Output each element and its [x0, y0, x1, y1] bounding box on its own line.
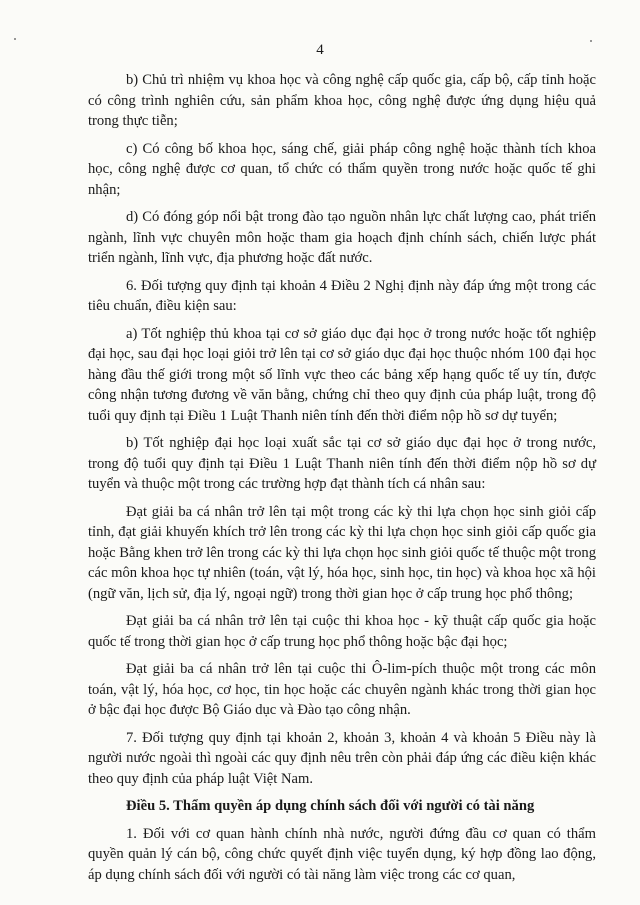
paragraph-article-5-1: 1. Đối với cơ quan hành chính nhà nước, người đứng đầu cơ quan có thẩm quyền quản lý cán bộ, công chức quyết định việc tuyển dụng, ký hợp đồng lao động, áp dụng chính sách đối với người có tài năng làm việc trong các cơ quan, [88, 825, 596, 883]
paragraph-award-1: Đạt giải ba cá nhân trở lên tại một trong các kỳ thi lựa chọn học sinh giỏi cấp tỉnh, đạt giải khuyến khích trở lên trong các kỳ thi lựa chọn học sinh giỏi cấp quốc gia hoặc Bằng khen trở lên trong các kỳ thi lựa chọn học sinh giỏi quốc tế thuộc một trong các môn khoa học tự nhiên (toán, vật lý, hóa học, sinh học, tin học) và khoa học xã hội (ngữ văn, lịch sử, địa lý, ngoại ngữ) trong thời gian học ở cấp trung học phổ thông; [88, 503, 596, 602]
paragraph-b1: b) Chủ trì nhiệm vụ khoa học và công nghệ cấp quốc gia, cấp bộ, cấp tỉnh hoặc có công trình nghiên cứu, sản phẩm khoa học, công nghệ được ứng dụng hiệu quả trong thực tiễn; [88, 72, 596, 129]
paragraph-b2: b) Tốt nghiệp đại học loại xuất sắc tại cơ sở giáo dục đại học ở trong nước, trong độ tuổi quy định tại Điều 1 Luật Thanh niên tính đến thời điểm nộp hồ sơ dự tuyển và thuộc một trong các trường hợp đạt thành tích cá nhân sau: [88, 435, 596, 492]
paragraph-award-3: Đạt giải ba cá nhân trở lên tại cuộc thi Ô-lim-pích thuộc một trong các môn toán, vật lý, hóa học, cơ học, tin học hoặc các chuyên ngành khác trong thời gian học ở bậc đại học được Bộ Giáo dục và Đào tạo công nhận. [88, 661, 596, 718]
scan-speck [14, 38, 16, 40]
paragraph-d: d) Có đóng góp nổi bật trong đào tạo nguồn nhân lực chất lượng cao, phát triển ngành, lĩnh vực chuyên môn hoặc tham gia hoạch định chính sách, chiến lược phát triển ngành, lĩnh vực, địa phương hoặc đất nước. [88, 209, 596, 266]
paragraph-6: 6. Đối tượng quy định tại khoản 4 Điều 2 Nghị định này đáp ứng một trong các tiêu chuẩn, điều kiện sau: [88, 277, 596, 314]
paragraph-award-2: Đạt giải ba cá nhân trở lên tại cuộc thi khoa học - kỹ thuật cấp quốc gia hoặc quốc tế trong thời gian học ở cấp trung học phổ thông hoặc bậc đại học; [88, 613, 596, 650]
paragraph-7: 7. Đối tượng quy định tại khoản 2, khoản 3, khoản 4 và khoản 5 Điều này là người nước ngoài thì ngoài các quy định nêu trên còn phải đáp ứng các điều kiện khác theo quy định của pháp luật Việt Nam. [88, 729, 596, 787]
document-body [88, 70, 596, 892]
paragraph-a: a) Tốt nghiệp thủ khoa tại cơ sở giáo dục đại học ở trong nước hoặc tốt nghiệp đại học, sau đại học loại giỏi trở lên tại cơ sở giáo dục đại học thuộc nhóm 100 đại học hàng đầu thế giới trong một số lĩnh vực theo các bảng xếp hạng quốc tế uy tín, được công nhận tương đương về văn bằng, chứng chỉ theo quy định của pháp luật, trong độ tuổi quy định tại Điều 1 Luật Thanh niên tính đến thời điểm nộp hồ sơ dự tuyển; [88, 325, 596, 424]
page-number: 4 [316, 42, 324, 58]
paragraph-c: c) Có công bố khoa học, sáng chế, giải pháp công nghệ hoặc thành tích khoa học, công nghệ được cơ quan, tổ chức có thẩm quyền trong nước hoặc quốc tế ghi nhận; [88, 140, 596, 198]
article-5-heading: Điều 5. Thẩm quyền áp dụng chính sách đối với người có tài năng [126, 798, 535, 814]
